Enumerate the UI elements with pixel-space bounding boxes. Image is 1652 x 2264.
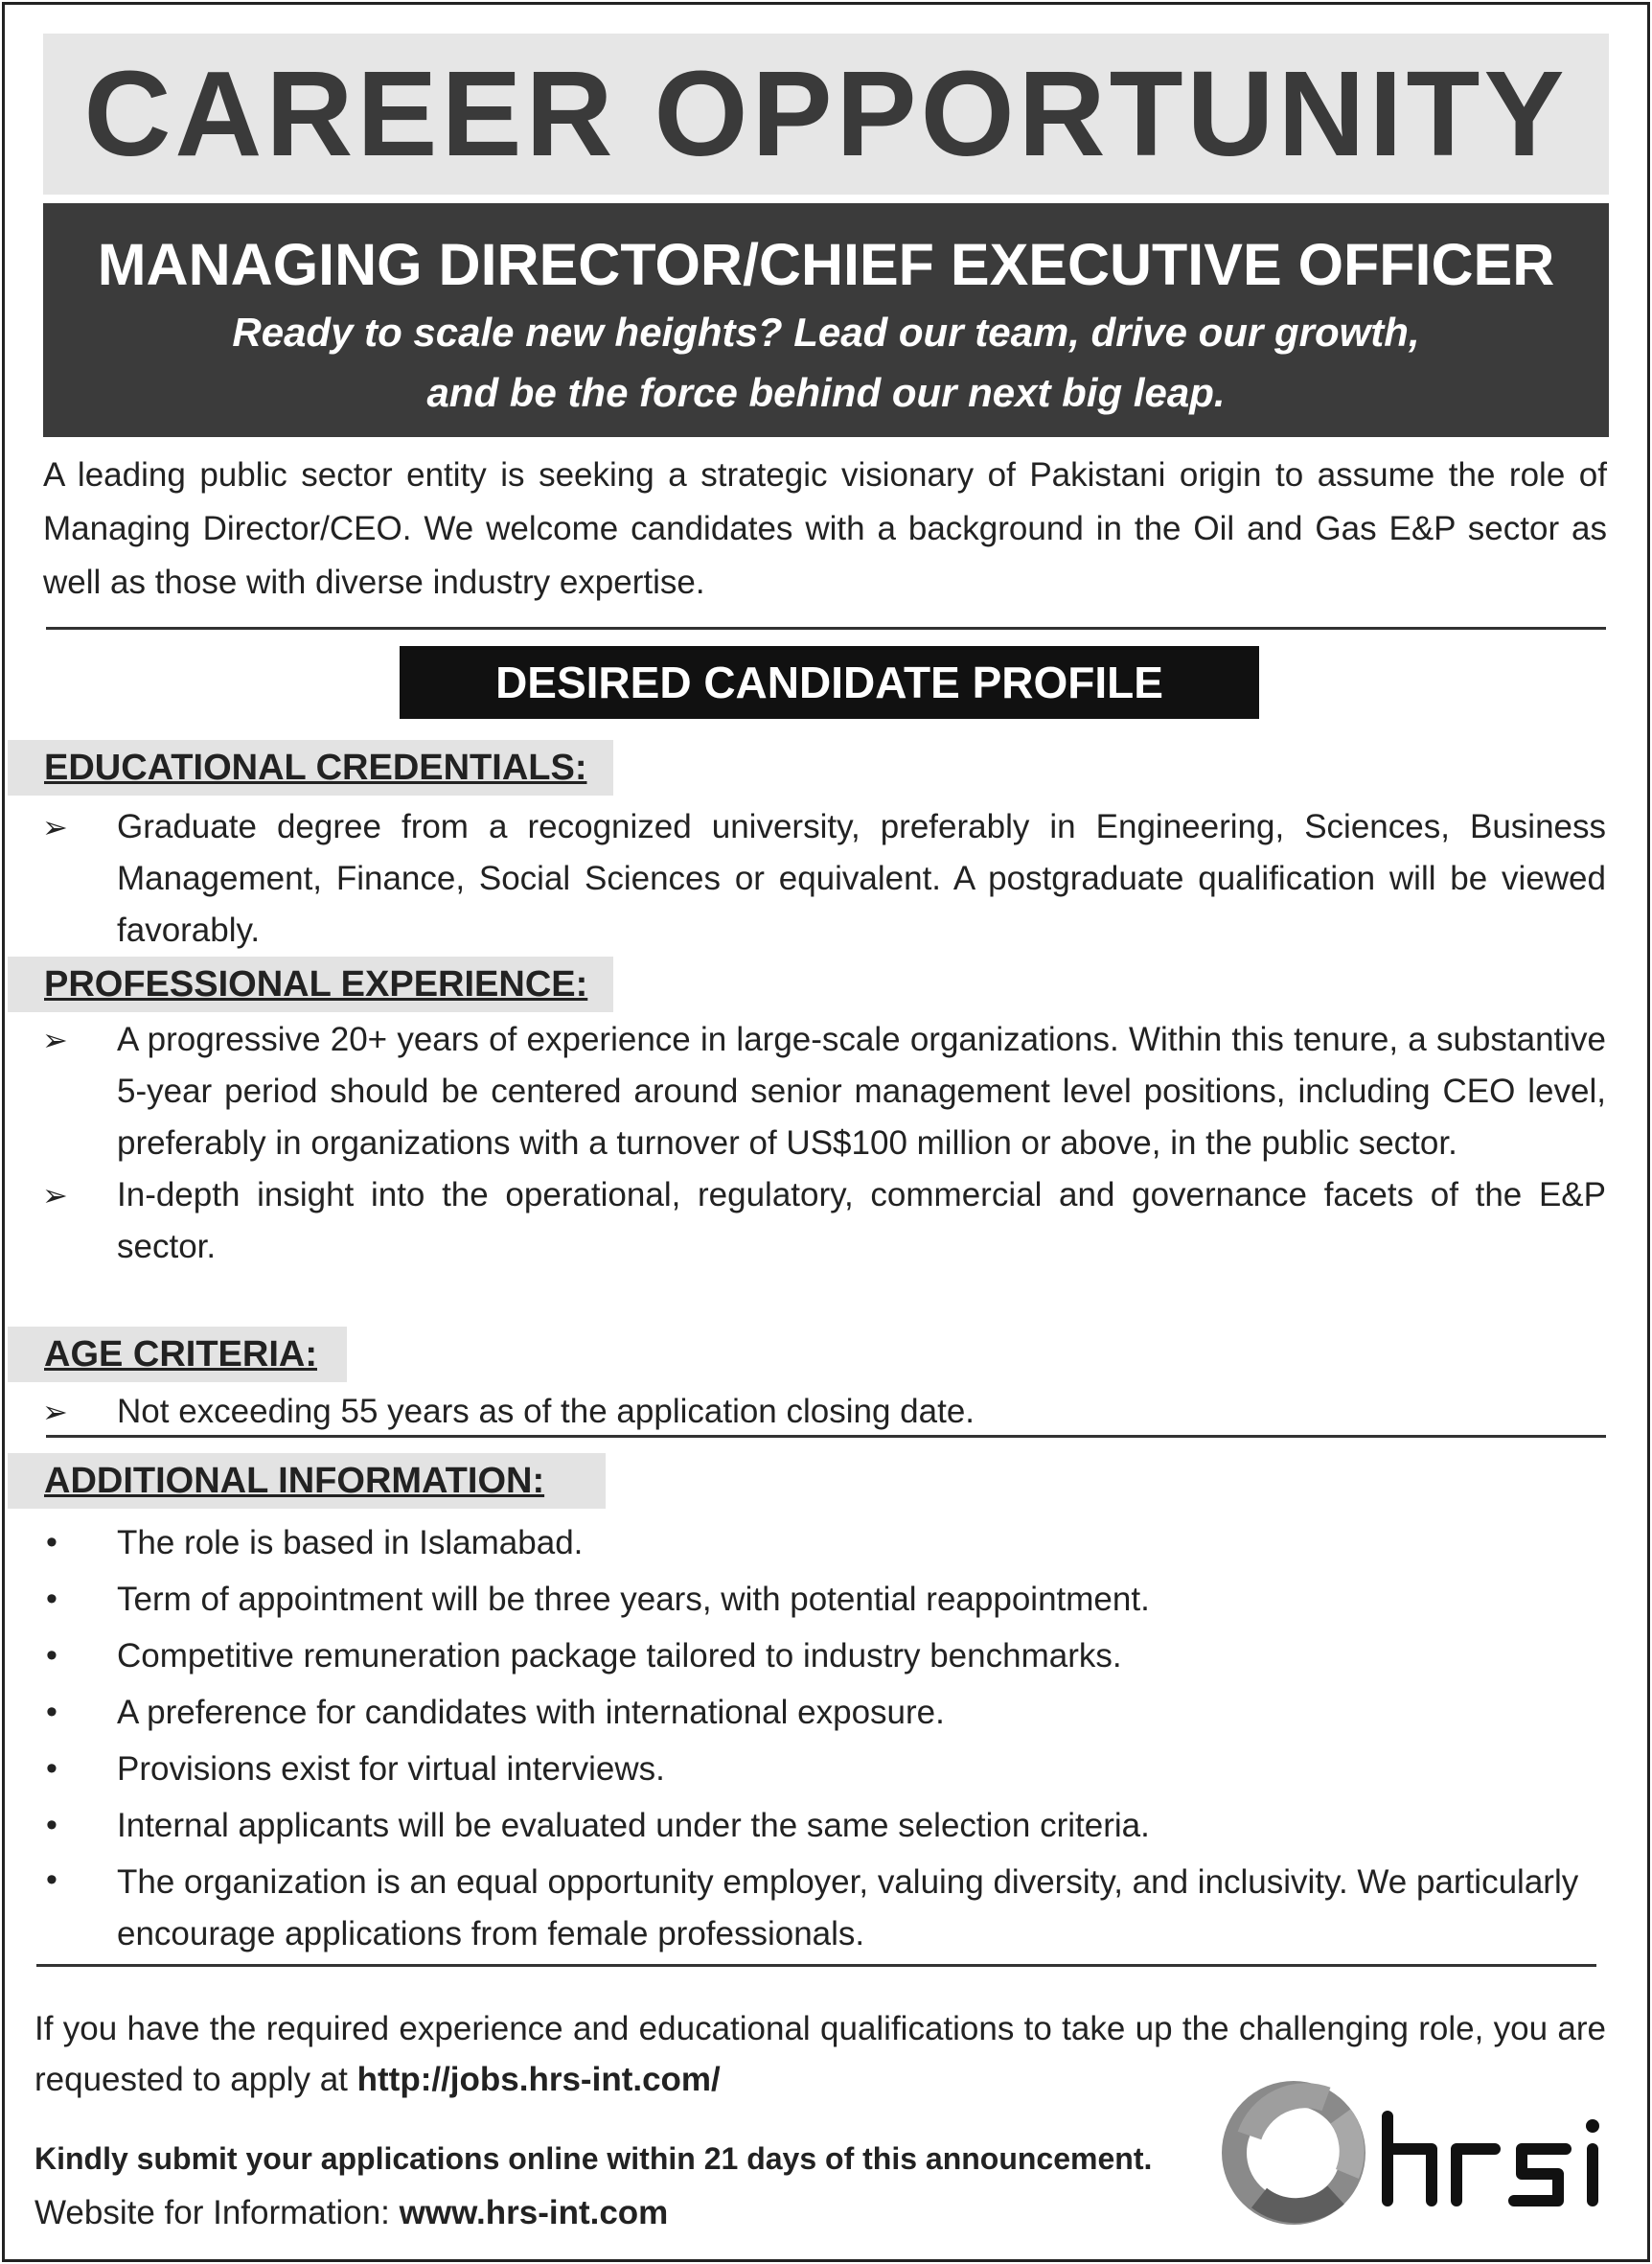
additional-list bbox=[42, 1514, 1606, 1960]
arrow-bullet-icon: ➢ bbox=[42, 1395, 68, 1429]
dot-bullet-icon: • bbox=[46, 1524, 57, 1560]
divider bbox=[46, 627, 1606, 630]
title-banner bbox=[43, 34, 1609, 195]
list-item: ➢ Graduate degree from a recognized university, preferably in Engineering, Sciences, Business Management, Finance, Social Sciences or equivalent. A postgraduate qualification will be viewed favorably. bbox=[42, 801, 1606, 957]
list-item: • Provisions exist for virtual interviews. bbox=[42, 1741, 1606, 1797]
arrow-bullet-icon: ➢ bbox=[42, 1178, 68, 1213]
dot-bullet-icon: • bbox=[46, 1637, 57, 1674]
list-item: • The organization is an equal opportunity employer, valuing diversity, and inclusivity. We particularly encourage applications from female professionals. bbox=[42, 1854, 1606, 1960]
experience-heading: PROFESSIONAL EXPERIENCE: bbox=[8, 957, 613, 1012]
arrow-bullet-icon: ➢ bbox=[42, 810, 68, 844]
apply-link[interactable]: http://jobs.hrs-int.com/ bbox=[356, 2061, 721, 2098]
age-heading: AGE CRITERIA: bbox=[8, 1327, 347, 1382]
list-item: • The role is based in Islamabad. bbox=[42, 1514, 1606, 1571]
dot-bullet-icon: • bbox=[46, 1581, 57, 1617]
hrsi-ring-logo-icon bbox=[1221, 2078, 1614, 2231]
arrow-bullet-icon: ➢ bbox=[42, 1023, 68, 1057]
tagline-line-2: and be the force behind our next big leap. bbox=[426, 370, 1226, 415]
list-item: ➢ A progressive 20+ years of experience in large-scale organizations. Within this tenure, a substantive 5-year period should be centered around senior management level positions, including CEO level, preferably in organizations with a turnover of US$100 million or above, in the public sector. bbox=[42, 1014, 1606, 1169]
tagline-line-1: Ready to scale new heights? Lead our team, drive our growth, bbox=[232, 310, 1420, 355]
divider bbox=[36, 1964, 1596, 1967]
list-item: ➢ Not exceeding 55 years as of the application closing date. bbox=[42, 1386, 1606, 1438]
dot-bullet-icon: • bbox=[46, 1807, 57, 1843]
profile-heading: DESIRED CANDIDATE PROFILE bbox=[495, 658, 1163, 707]
dot-bullet-icon: • bbox=[46, 1694, 57, 1730]
list-item: ➢ In-depth insight into the operational, regulatory, commercial and governance facets of the E&P sector. bbox=[42, 1169, 1606, 1273]
profile-heading-banner bbox=[400, 646, 1259, 719]
education-list bbox=[42, 801, 1606, 957]
additional-heading: ADDITIONAL INFORMATION: bbox=[8, 1453, 606, 1509]
divider bbox=[46, 1435, 1606, 1438]
list-item: • Competitive remuneration package tailored to industry benchmarks. bbox=[42, 1628, 1606, 1684]
role-title: MANAGING DIRECTOR/CHIEF EXECUTIVE OFFICER bbox=[97, 232, 1555, 297]
apply-paragraph: If you have the required experience and educational qualifications to take up the challenging role, you are requested to apply at http://jobs.hrs-int.com/ bbox=[34, 2010, 1606, 2098]
list-item: • A preference for candidates with international exposure. bbox=[42, 1684, 1606, 1741]
list-item: • Term of appointment will be three years, with potential reappointment. bbox=[42, 1571, 1606, 1628]
age-list bbox=[42, 1386, 1606, 1438]
hrsi-logo bbox=[1221, 2078, 1614, 2231]
deadline-text: Kindly submit your applications online within 21 days of this announcement. bbox=[34, 2141, 1153, 2176]
dot-bullet-icon: • bbox=[46, 1750, 57, 1787]
role-banner bbox=[43, 203, 1609, 437]
list-item: • Internal applicants will be evaluated under the same selection criteria. bbox=[42, 1797, 1606, 1854]
intro-paragraph: A leading public sector entity is seeking a strategic visionary of Pakistani origin to assume the role of Managing Director/CEO. We welcome candidates with a background in the Oil and Gas E&P sector as well as those with diverse industry expertise. bbox=[43, 456, 1607, 601]
education-heading: EDUCATIONAL CREDENTIALS: bbox=[8, 740, 613, 796]
website-line: Website for Information: www.hrs-int.com bbox=[34, 2194, 669, 2231]
dot-bullet-icon: • bbox=[46, 1861, 57, 1898]
website-link[interactable]: www.hrs-int.com bbox=[399, 2194, 669, 2231]
page-title: CAREER OPPORTUNITY bbox=[83, 46, 1569, 181]
experience-list bbox=[42, 1014, 1606, 1273]
